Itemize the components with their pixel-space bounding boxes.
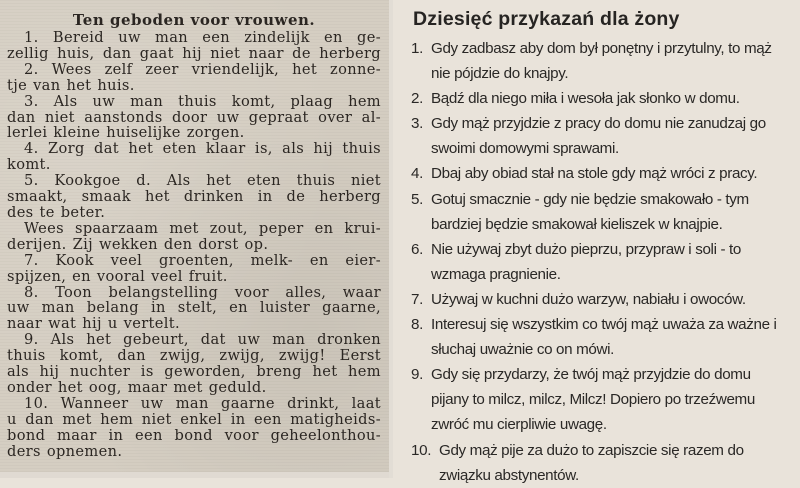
- commandment-text: Dbaj aby obiad stał na stole gdy mąż wróci z pracy.: [431, 165, 758, 183]
- commandment-text: Używaj w kuchni dużo warzyw, nabiału i owoców.: [431, 290, 746, 308]
- clipping-line: 1. Bereid uw man een zindelijk en ge-: [24, 29, 381, 46]
- commandment-item: [411, 287, 800, 312]
- newspaper-clipping: [0, 0, 389, 472]
- translation-title: Dziesięć przykazań dla żony: [413, 8, 680, 30]
- clipping-line: smaakt, smaak het drinken in de herberg: [7, 188, 381, 206]
- clipping-line: ders opnemen.: [7, 442, 123, 460]
- clipping-line: derijen. Zij wekken den dorst op.: [7, 235, 269, 253]
- commandment-item: [411, 312, 800, 362]
- clipping-bottom-margin: [0, 472, 389, 478]
- clipping-line: thuis komt, dan zwijg, zwijg, zwijg! Eerst: [7, 347, 381, 365]
- clipping-line: 9. Als het gebeurt, dat uw man dronken: [24, 331, 381, 349]
- clipping-line: 5. Kookgoe d. Als het eten thuis niet: [24, 172, 381, 190]
- clipping-line: als hij nuchter is geworden, breng het hem: [7, 363, 381, 381]
- commandment-text: Bądź dla niego miła i wesoła jak słonko w domu.: [431, 90, 740, 108]
- clipping-line: dan niet aanstonds door uw gepraat over al-: [7, 108, 381, 126]
- clipping-line: 3. Als uw man thuis komt, plaag hem: [24, 92, 381, 110]
- commandment-item: [411, 111, 800, 161]
- commandment-number: 10.: [411, 441, 432, 459]
- clipping-line: spijzen, en vooral veel fruit.: [7, 267, 228, 285]
- clipping-line: onder het oog, maar met geduld.: [7, 378, 267, 396]
- commandment-item: [411, 161, 800, 186]
- commandment-text: Interesuj się wszystkim co twój mąż uważa za ważne i słuchaj uważnie co on mówi.: [431, 316, 777, 359]
- commandment-number: 6.: [411, 240, 423, 258]
- clipping-line: 7. Kook veel groenten, melk- en eier-: [24, 251, 381, 269]
- clipping-line: 10. Wanneer uw man gaarne drinkt, laat: [24, 394, 381, 412]
- clipping-body: [7, 30, 381, 459]
- clipping-line: lerlei kleine huiselijke zorgen.: [7, 124, 245, 142]
- commandment-number: 2.: [411, 90, 423, 108]
- commandment-text: Gotuj smacznie - gdy nie będzie smakowało - tym bardziej będzie smakował kieliszek w knajpie.: [431, 190, 749, 233]
- commandment-text: Gdy się przydarzy, że twój mąż przyjdzie do domu pijany to milcz, milcz, Milcz! Dopiero po trzeźwemu zwróć mu cierpliwie uwagę.: [431, 366, 755, 434]
- commandment-number: 9.: [411, 366, 423, 384]
- commandment-item: [411, 362, 800, 437]
- translation-panel: [393, 0, 800, 484]
- commandment-number: 4.: [411, 165, 423, 183]
- clipping-line: naar wat hij u vertelt.: [7, 315, 180, 333]
- commandment-item: [411, 438, 800, 488]
- clipping-line: komt.: [7, 156, 51, 174]
- commandment-text: Gdy zadbasz aby dom był ponętny i przytulny, to mąż nie pójdzie do knajpy.: [431, 40, 772, 83]
- commandment-number: 8.: [411, 316, 423, 334]
- commandment-item: [411, 86, 800, 111]
- clipping-line: des te beter.: [7, 203, 106, 221]
- clipping-line: uw man belang in stelt, en luister gaarne,: [7, 299, 381, 317]
- commandment-number: 1.: [411, 40, 423, 57]
- clipping-title: Ten geboden voor vrouwen.: [72, 11, 316, 29]
- clipping-line: Wees spaarzaam met zout, peper en krui-: [24, 219, 381, 237]
- commandment-text: Gdy mąż pije za dużo to zapiszcie się razem do związku abstynentów.: [439, 441, 744, 484]
- commandment-text: Gdy mąż przyjdzie z pracy do domu nie zanudzaj go swoimi domowymi sprawami.: [431, 115, 766, 158]
- commandments-list: [411, 36, 800, 488]
- commandment-number: 5.: [411, 190, 423, 208]
- commandment-item: [411, 187, 800, 237]
- clipping-line: 8. Toon belangstelling voor alles, waar: [24, 283, 381, 301]
- clipping-line: zellig huis, dan gaat hij niet naar de herberg: [7, 44, 381, 62]
- commandment-number: 3.: [411, 115, 423, 133]
- clipping-line: 2. Wees zelf zeer vriendelijk, het zonne-: [24, 60, 381, 78]
- commandment-item: [411, 237, 800, 287]
- commandment-item: [411, 36, 800, 86]
- commandment-text: Nie używaj zbyt dużo pieprzu, przypraw i soli - to wzmaga pragnienie.: [431, 240, 742, 283]
- clipping-line: bond maar in een bond voor geheelonthou-: [7, 426, 381, 444]
- clipping-line: 4. Zorg dat het eten klaar is, als hij thuis: [24, 140, 381, 158]
- commandment-number: 7.: [411, 290, 423, 308]
- clipping-line: u dan met hem niet enkel in een matigheids-: [7, 410, 381, 428]
- clipping-line: tje van het huis.: [7, 76, 135, 94]
